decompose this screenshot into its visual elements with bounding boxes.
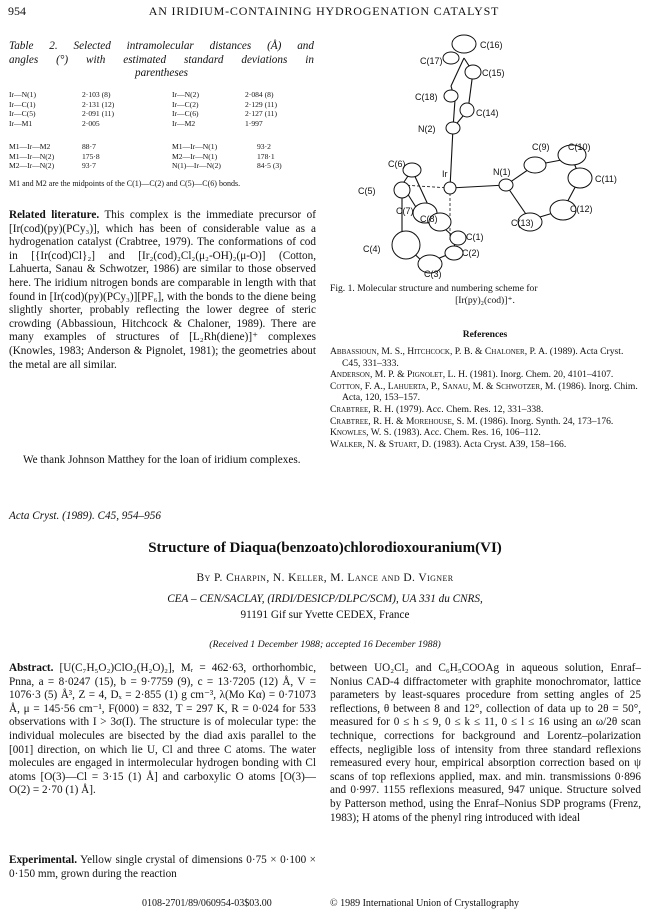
distance-row — [9, 119, 315, 129]
reference-authors: Anderson, M. P. & Pignolet, L. H. — [330, 369, 468, 381]
reference-item — [330, 404, 642, 416]
angle-row — [9, 161, 315, 171]
reference-authors: Crabtree, R. H. — [330, 403, 394, 415]
distance-label-cell: Ir—C(1) — [9, 99, 36, 109]
reference-details: (1981). Inorg. Chem. 20, 4101–4107. — [467, 369, 614, 381]
authors: By P. Charpin, N. Keller, M. Lance and D. Vigner — [196, 572, 454, 584]
distance-label-cell: Ir—C(5) — [9, 109, 36, 119]
figure-caption-line1: Fig. 1. Molecular structure and numbering scheme for — [330, 283, 538, 294]
reference-item — [330, 381, 642, 404]
atom-ellipsoid-n2 — [446, 122, 460, 134]
related-literature-text: This complex is the immediate precursor of [Ir(cod)(py)(PCy₃)], which has been of considerable value as a hydrogenation catalyst (Crabtree, 1979). The conformations of cod in [{Ir(cod)Cl}₂] and [Ir₂(cod)₂Cl₂(μ₂-OH)₂(μ-O)] (Cotton, Lahuerta, Sanau & Schwotzer, 1986) are similar to those observed here. The iridium nitrogen bonds are comparable in length with that found in [Ir(cod)(py)(PCy₃)][PF₆], with the bonds to the diene being slightly shorter, probably reflecting the lower degree of steric crowding (Abbassioun, Hitchcock & Chaloner, 1989). There are many examples of structures of [L₂Rh(diene)]⁺ complexes (Knowles, 1983; Anderson & Pignolet, 1981); the geometries about the metal are all similar. — [9, 209, 316, 371]
atom-ellipsoid-c11 — [568, 168, 592, 188]
distance-row — [9, 109, 315, 119]
citation: Acta Cryst. (1989). C45, 954–956 — [9, 510, 161, 522]
distance-value-cell: 2·084 (8) — [245, 90, 274, 99]
angle-value-cell: 84·5 (3) — [257, 161, 282, 171]
distance-label-cell: Ir—N(2) — [172, 90, 199, 99]
reference-details: (1983). Acc. Chem. Res. 16, 106–112. — [391, 427, 541, 439]
angle-value-cell: 93·2 — [257, 142, 271, 151]
atom-ellipsoid-n1 — [499, 179, 513, 191]
atom-label: C(12) — [570, 204, 593, 214]
atom-label: C(1) — [466, 232, 484, 242]
distance-label-cell: Ir—N(1) — [9, 90, 36, 99]
reference-authors: Cotton, F. A., Lahuerta, P., Sanau, M. & Schwotzer, M. — [330, 380, 556, 392]
distance-value-cell: 2·005 — [82, 118, 100, 128]
angle-label-cell: M1—Ir—N(2) — [9, 151, 55, 161]
reference-details: (1986). Inorg. Synth. 24, 173–176. — [477, 415, 614, 427]
reference-details: (1979). Acc. Chem. Res. 12, 331–338. — [393, 403, 544, 415]
distance-row — [9, 90, 315, 100]
atom-label: N(1) — [493, 167, 511, 177]
running-header — [8, 4, 640, 22]
reference-details: (1986). Inorg. Chim. Acta, 120, 153–157. — [342, 380, 638, 404]
atom-label: C(13) — [511, 218, 534, 228]
page-number: 954 — [8, 4, 26, 18]
angle-value-cell: 178·1 — [257, 151, 275, 161]
experimental — [9, 854, 316, 881]
table2-caption-line2: angles (°) with estimated standard deviations in — [9, 53, 314, 66]
atom-label: Ir — [442, 169, 448, 179]
angle-label-cell: N(1)—Ir—N(2) — [172, 161, 221, 171]
received-line: (Received 1 December 1988; accepted 16 December 1988) — [209, 639, 441, 650]
distance-row — [9, 100, 315, 110]
molecular-structure-figure — [340, 30, 640, 280]
atom-label: C(4) — [363, 244, 381, 254]
atom-ellipsoid-c15 — [465, 65, 481, 79]
reference-details: (1989). Acta Cryst. C45, 331–333. — [342, 346, 624, 369]
article-title: Structure of Diaqua(benzoato)chlorodioxouranium(VI) — [148, 540, 502, 556]
distance-value-cell: 2·131 (12) — [82, 99, 115, 109]
atom-label: C(15) — [482, 68, 505, 78]
angle-label-cell: M1—Ir—N(1) — [172, 142, 218, 151]
atom-label: C(7) — [396, 206, 414, 216]
angle-row — [9, 152, 315, 162]
reference-authors: Knowles, W. S. — [330, 427, 392, 439]
atom-label: C(11) — [595, 174, 617, 184]
atom-label: C(16) — [480, 40, 503, 50]
abstract-text: [U(C₇H₅O₂)ClO₂(H₂O)₂], Mᵣ = 462·63, orthorhombic, Pnna, a = 8·0247 (15), b = 9·7759 (9), c = 13·7205 (12) Å, V = 1076·3 (5) Å³, Z = 4, Dₓ = 2·855 (1) g cm⁻³, λ(Mo Kα) = 0·71073 Å, μ = 145·56 cm⁻¹, F(000) = 832, T = 297 K, R = 0·024 for 533 observations with I > 3σ(I). The structure is of molecular type: the individual molecules are bisected by the diad axis parallel to the [001] direction, on which lie U, Cl and three C atoms. The water molecules are engaged in intermolecular hydrogen bonding with Cl atoms [O(3)—Cl = 3·15 (1) Å] and carboxylic O atoms [O(3)—O(2) = 2·70 (1) Å]. — [9, 662, 317, 797]
table2-caption — [9, 40, 314, 81]
distance-value-cell: 1·997 — [245, 118, 263, 128]
abstract-heading: Abstract. — [9, 662, 54, 674]
reference-item — [330, 439, 642, 451]
atom-label: C(6) — [388, 159, 406, 169]
atom-label: C(18) — [415, 92, 438, 102]
figure-caption-line2: [Ir(py)₂(cod)]⁺. — [455, 295, 515, 306]
distance-value-cell: 2·103 (8) — [82, 90, 111, 99]
experimental-text: Yellow single crystal of dimensions 0·75 × 0·100 × 0·150 mm, grown during the reaction — [9, 854, 316, 880]
atom-ellipsoid-c6 — [403, 163, 421, 177]
references-list — [330, 346, 642, 450]
footer-code: 0108-2701/89/060954-03$03.00 — [142, 898, 272, 909]
distance-value-cell: 2·129 (11) — [245, 99, 277, 109]
figure-caption — [330, 283, 640, 307]
abstract — [9, 662, 316, 798]
reference-authors: Crabtree, R. H. & Morehouse, S. M. — [330, 415, 478, 427]
running-title: AN IRIDIUM-CONTAINING HYDROGENATION CATALYST — [148, 4, 500, 18]
bond — [450, 128, 453, 188]
affiliation-line1: CEA – CEN/SACLAY, (IRDI/DESICP/DLPC/SCM), UA 331 du CNRS, — [167, 593, 483, 605]
atom-ellipsoid-c17 — [443, 52, 459, 64]
atom-label: C(17) — [420, 56, 443, 66]
atom-ellipsoid-c9 — [524, 157, 546, 173]
atom-label: C(14) — [476, 108, 499, 118]
angle-value-cell: 88·7 — [82, 142, 96, 151]
experimental-heading: Experimental. — [9, 854, 78, 866]
atom-ellipsoid-c18 — [444, 90, 458, 102]
reference-authors: Walker, N. & Stuart, D. — [330, 438, 432, 450]
footer-copyright: © 1989 International Union of Crystallography — [330, 898, 519, 909]
distances-table — [9, 90, 315, 128]
reference-details: (1983). Acta Cryst. A39, 158–166. — [431, 438, 567, 450]
table2-caption-line1: Table 2. Selected intramolecular distances (Å) and — [9, 40, 314, 52]
reference-item — [330, 416, 642, 428]
bond — [450, 185, 506, 188]
angles-table — [9, 142, 315, 171]
atom-ellipsoid-c16 — [452, 35, 476, 53]
reference-item — [330, 369, 642, 381]
angle-value-cell: 93·7 — [82, 161, 96, 171]
angle-label-cell: M2—Ir—N(1) — [172, 151, 218, 161]
atom-label: N(2) — [418, 124, 436, 134]
distance-label-cell: Ir—M2 — [172, 118, 196, 128]
distance-label-cell: Ir—C(2) — [172, 99, 199, 109]
atom-label: C(8) — [420, 214, 438, 224]
atom-ir — [444, 182, 456, 194]
affiliation-line2: 91191 Gif sur Yvette CEDEX, France — [240, 609, 410, 621]
atom-label: C(3) — [424, 269, 442, 279]
table2-footnote: M1 and M2 are the midpoints of the C(1)—C(2) and C(5)—C(6) bonds. — [9, 179, 241, 188]
angle-row — [9, 142, 315, 152]
angle-label-cell: M1—Ir—M2 — [9, 142, 51, 151]
atom-label: C(9) — [532, 142, 550, 152]
angle-value-cell: 175·8 — [82, 151, 100, 161]
atom-ellipsoid-c1 — [450, 231, 466, 245]
distance-value-cell: 2·127 (11) — [245, 109, 277, 119]
experimental-continued: between UO₂Cl₂ and C₆H₅COOAg in aqueous solution, Enraf–Nonius CAD-4 diffractometer with graphite monochromator, lattice parameters by least-squares procedure from setting angles of 25 reflections, θ between 8 and 12°, collection of data up to 2θ = 50°, measured for 0 ≤ h ≤ 9, 0 ≤ k ≤ 11, 0 ≤ l ≤ 16 using an ω/2θ scan technique, corrections for background and Lorentz–polarization effects, negligible loss of intensity from three standard reflexions remeasured every hour, empirical absorption correction based on ψ scans of top reflexions applied, max. and min. transmissions 0·896 and 0·997. 1155 reflexions measured, 947 unique. Structure solved by Patterson method, using the Enraf–Nonius SDP programs (Frenz, 1983); H atoms of the phenyl ring introduced with ideal — [330, 662, 641, 824]
table2-caption-line3: parentheses — [134, 67, 189, 79]
references-heading: References — [462, 329, 508, 340]
related-literature-heading: Related literature. — [9, 209, 100, 221]
atom-ellipsoid-c2 — [445, 246, 463, 260]
angle-label-cell: M2—Ir—N(2) — [9, 161, 55, 171]
distance-value-cell: 2·091 (11) — [82, 109, 114, 119]
atom-ellipsoid-c5 — [394, 182, 410, 198]
reference-authors: Abbassioun, M. S., Hitchcock, P. B. & Chaloner, P. A. — [330, 346, 548, 357]
reference-item — [330, 346, 642, 369]
reference-item — [330, 427, 642, 439]
atom-ellipsoid-c4 — [392, 231, 420, 259]
atom-label: C(10) — [568, 142, 591, 152]
atom-label: C(2) — [462, 248, 480, 258]
related-literature — [9, 209, 316, 372]
acknowledgement: We thank Johnson Matthey for the loan of iridium complexes. — [23, 454, 301, 466]
atom-label: C(5) — [358, 186, 376, 196]
distance-label-cell: Ir—C(6) — [172, 109, 199, 119]
atom-ellipsoid-c14 — [460, 103, 474, 117]
distance-label-cell: Ir—M1 — [9, 118, 33, 128]
